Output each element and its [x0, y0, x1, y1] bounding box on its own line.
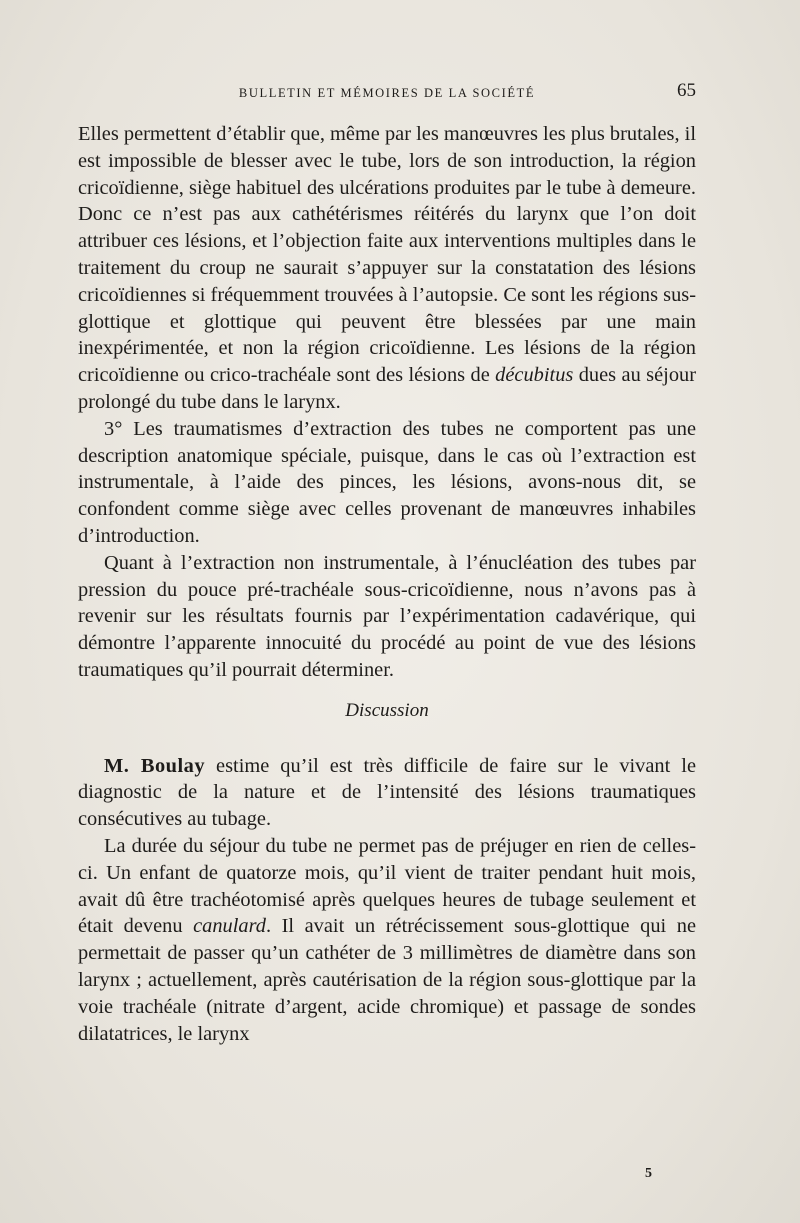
speaker-name: M. Boulay [104, 754, 206, 777]
signature-mark: 5 [645, 1166, 652, 1181]
paragraph-3: Quant à l’extraction non instrumentale, à l’énucléation des tubes par pression du pouce pré-trachéale sous-cricoïdienne, nous n’avons pas à revenir sur les résultats fournis par l’expérimentation cadavérique, qui démontre l’apparente innocuité du procédé au point de vue des lésions traumatiques qu’il pourrait déterminer. [78, 551, 696, 681]
paragraph-5-italic: canulard [193, 915, 266, 938]
page-header [78, 80, 696, 106]
running-head: BULLETIN ET MÉMOIRES DE LA SOCIÉTÉ [238, 86, 536, 100]
paragraph-1-italic: décubitus [495, 364, 574, 387]
page-number: 65 [677, 80, 696, 101]
paragraph-5 [78, 833, 696, 1047]
body-text [78, 121, 696, 1047]
paragraph-1-text: Elles permettent d’établir que, même par les manœuvres les plus brutales, il est impossible de blesser avec le tube, lors de son introduction, la région cricoïdienne, siège habituel des ulcérations produites par le tube à demeure. Donc ce n’est pas aux cathétérismes réitérés du larynx que l’on doit attribuer ces lésions, et l’objection faite aux interventions multiples dans le traitement du croup ne saurait s’appuyer sur la constatation des lésions cricoïdiennes si fréquemment trouvées à l’autopsie. Ce sont les régions sus-glottique et glottique qui peuvent être blessées par une main inexpérimentée, et non la région cricoïdienne. Les lésions de la région cricoïdienne ou crico-trachéale sont des lésions de [78, 123, 696, 387]
paragraph-2: 3° Les traumatismes d’extraction des tubes ne comportent pas une description anatomique spéciale, puisque, dans le cas où l’extraction est instrumentale, à l’aide des pinces, les lésions, avons-nous dit, se confondent comme siège avec celles provenant de manœuvres inhabiles d’introduction. [78, 417, 696, 547]
paragraph-1-end: dues au séjour prolongé du tube dans le larynx. [78, 364, 696, 413]
paragraph-5-text-a: La durée du séjour du tube ne permet pas de préjuger en rien de celles-ci. Un enfant de quatorze mois, qu’il vient de traiter pendant huit mois, avait dû être trachéotomisé après quelques heures de tubage seulement et était devenu [78, 834, 696, 938]
paragraph-5-text-b: . Il avait un rétrécissement sous-glottique qui ne permettait de passer qu’un cathéter de 3 millimètres de diamètre dans son larynx ; actuellement, après cautérisation de la région sous-glottique par la voie trachéale (nitrate d’argent, acide chromique) et passage de sondes dilatatrices, le larynx [78, 915, 696, 1045]
paragraph-4-text: estime qu’il est très difficile de faire sur le vivant le diagnostic de la nature et de l’intensité des lésions traumatiques consécutives au tubage. [78, 754, 696, 831]
discussion-heading: Discussion [345, 699, 429, 721]
paragraph-4 [78, 753, 696, 833]
paragraph-1 [78, 121, 696, 416]
